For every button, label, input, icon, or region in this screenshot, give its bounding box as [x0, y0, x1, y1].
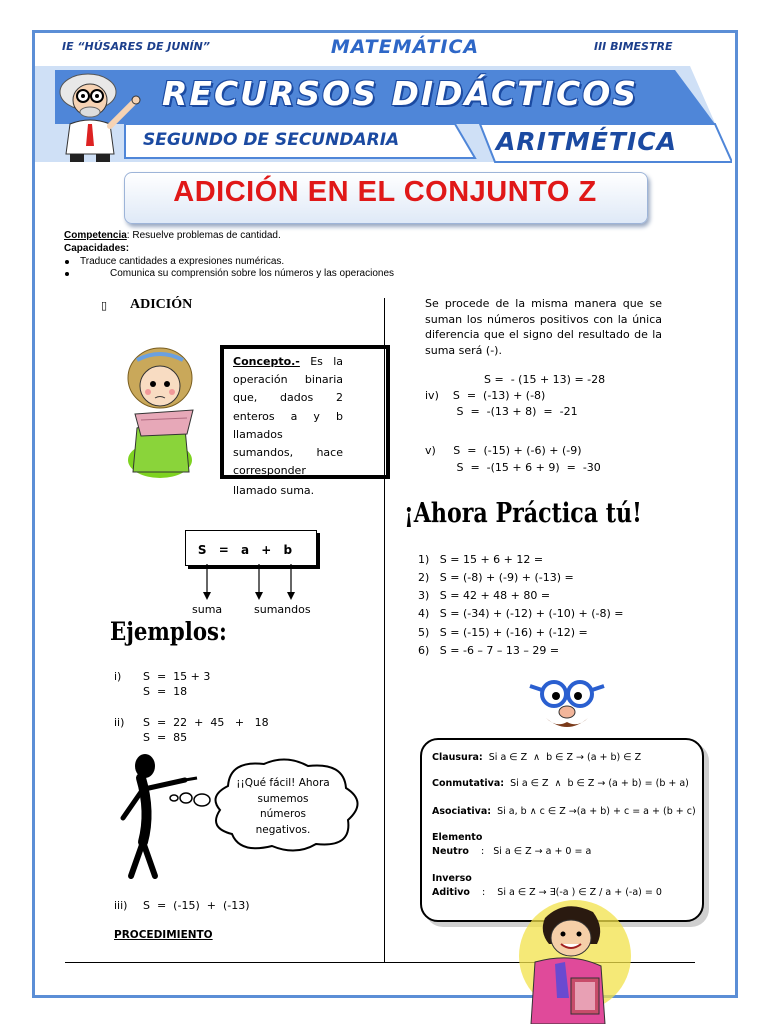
competencia-label: Competencia: [64, 230, 127, 241]
exercise-item: 4) S = (-34) + (-12) + (-10) + (-8) =: [418, 607, 624, 620]
example-line: S = (-15) + (-13): [143, 899, 250, 912]
procedure-line: S = -(13 + 8) = -21: [425, 405, 578, 418]
school-name: IE “HÚSARES DE JUNÍN”: [62, 40, 210, 53]
property-name: Clausura:: [432, 752, 483, 763]
property-name: Conmutativa:: [432, 778, 505, 789]
exercise-item: 5) S = (-15) + (-16) + (-12) =: [418, 626, 588, 639]
practica-title: ¡Ahora Práctica tú!: [404, 498, 642, 529]
example-number: iii): [114, 899, 128, 912]
teacher-with-book-icon: [505, 898, 635, 1024]
bullet-icon: [65, 272, 69, 276]
property-inverso-name: Inverso: [432, 873, 472, 884]
example-number: ii): [114, 716, 125, 729]
example-number: i): [114, 670, 122, 683]
term-label: III BIMESTRE: [594, 40, 673, 53]
exercise-item: 6) S = -6 – 7 – 13 – 29 =: [418, 644, 560, 657]
property-rule: : Si a ∈ Z → ∃(-a ) ∈ Z / a + (-a) = 0: [482, 887, 662, 898]
girl-student-icon: [115, 340, 215, 480]
concept-text: [233, 353, 343, 480]
property-inverso: Aditivo : Si a ∈ Z → ∃(-a ) ∈ Z / a + (-a) = 0: [432, 887, 662, 898]
banner-grade: SEGUNDO DE SECUNDARIA: [143, 130, 400, 150]
banner-branch: ARITMÉTICA: [496, 127, 677, 156]
procedure-paragraph: Se procede de la misma manera que se suman los números positivos con la única diferencia que el signo del resultado de la suma será (-).: [425, 297, 662, 357]
procedure-line: S = - (15 + 13) = -28: [484, 373, 606, 386]
exercise-item: 2) S = (-8) + (-9) + (-13) =: [418, 571, 574, 584]
section-title: ADICIÓN: [130, 297, 193, 312]
label-sumandos: sumandos: [254, 603, 311, 616]
property-name: Asociativa:: [432, 806, 492, 817]
exercise-item: 1) S = 15 + 6 + 12 =: [418, 553, 544, 566]
procedure-line: v) S = (-15) + (-6) + (-9): [425, 444, 582, 457]
property-clausura: [432, 752, 641, 763]
exercise-item: 3) S = 42 + 48 + 80 =: [418, 589, 551, 602]
capacidad-item: Comunica su comprensión sobre los números y las operaciones: [110, 268, 395, 279]
formula-arrows: [195, 562, 305, 602]
bullet-icon: [65, 260, 69, 264]
label-suma: suma: [192, 603, 223, 616]
competencia-line: [64, 230, 281, 241]
property-rule: Si a ∈ Z ∧ b ∈ Z → (a + b) = (b + a): [510, 778, 689, 789]
competencia-text: : Resuelve problemas de cantidad.: [126, 230, 281, 241]
professor-icon: [36, 66, 151, 164]
procedimiento-label: PROCEDIMIENTO: [114, 929, 213, 941]
concept-body: Es la operación binaria que, dados 2 enteros a y b llamados sumandos, hace corresponder: [233, 355, 343, 478]
property-neutro-name: Elemento: [432, 832, 483, 843]
example-line: S = 22 + 45 + 18: [143, 716, 269, 729]
property-asociativa: [432, 806, 696, 817]
topic-title: ADICIÓN EN EL CONJUNTO Z: [173, 176, 597, 208]
example-line: S = 15 + 3: [143, 670, 211, 683]
property-conmutativa: [432, 778, 689, 789]
property-neutro: Neutro : Si a ∈ Z → a + 0 = a: [432, 846, 592, 857]
capacidades-label: Capacidades:: [64, 243, 130, 254]
example-line: S = 85: [143, 731, 188, 744]
concept-label: Concepto.-: [233, 355, 300, 368]
example-line: S = 18: [143, 685, 188, 698]
subject-title: MATEMÁTICA: [330, 36, 480, 58]
capacidad-item: Traduce cantidades a expresiones numéricas.: [80, 256, 285, 267]
formula: S = a + b: [197, 543, 293, 557]
glasses-face-icon: [528, 676, 608, 736]
banner-title: RECURSOS DIDÁCTICOS: [162, 74, 639, 113]
concept-tail: llamado suma.: [233, 484, 315, 497]
ejemplos-title: Ejemplos:: [110, 617, 227, 646]
property-rule: : Si a ∈ Z → a + 0 = a: [481, 846, 592, 857]
property-rule: Si a ∈ Z ∧ b ∈ Z → (a + b) ∈ Z: [488, 752, 642, 763]
bubble-text: ¡¡Qué fácil! Ahora sumemos números negativos.: [236, 777, 330, 836]
procedure-line: S = -(15 + 6 + 9) = -30: [425, 461, 601, 474]
section-marker: ▯: [101, 299, 108, 312]
property-rule: Si a, b ∧ c ∈ Z →(a + b) + c = a + (b + c): [497, 806, 696, 817]
procedure-line: iv) S = (-13) + (-8): [425, 389, 546, 402]
